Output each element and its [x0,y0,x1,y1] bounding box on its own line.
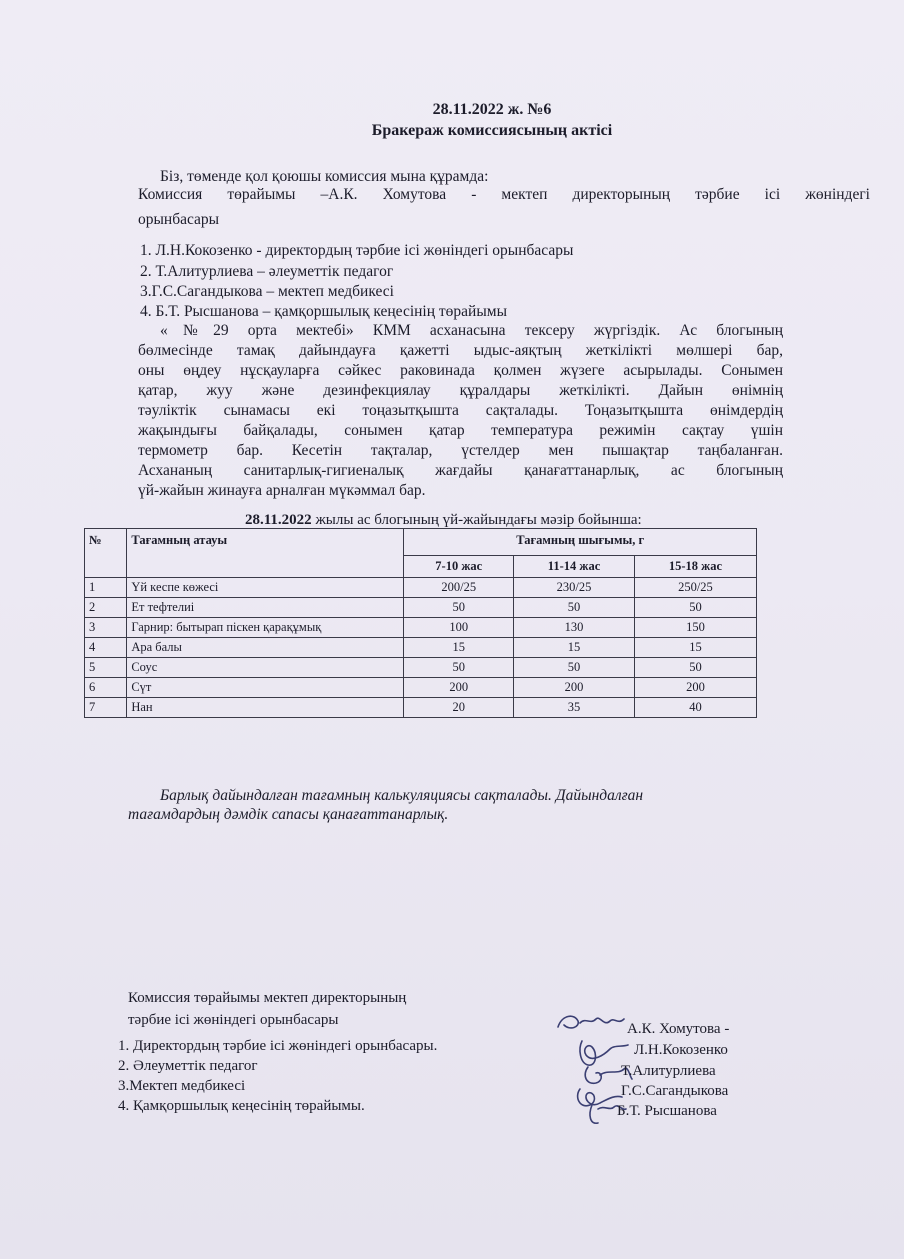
signature-role: 2. Әлеуметтік педагог [118,1058,258,1074]
cell-value: 15 [404,638,514,658]
menu-title-date: 28.11.2022 [245,512,312,528]
signature-role: Комиссия төрайымы мектеп директорының [128,990,407,1006]
paragraph-line: термометр бар. Кесетін тақталар, үстелдер мен пышақтар таңбаланған. [138,442,783,459]
cell-value: 200 [514,678,635,698]
cell-value: 50 [514,598,635,618]
cell-value: 150 [634,618,756,638]
col-header-name: Тағамның атауы [127,529,404,578]
paragraph-line: жақындығы байқалады, сонымен қатар температура режимін сақтау үшін [138,422,783,439]
cell-dish: Соус [127,658,404,678]
cell-value: 50 [514,658,635,678]
paragraph-line: бөлмесінде тамақ дайындауға қажетті ыдыс-аяқтың жеткілікті мөлшері бар, [138,342,783,359]
signature-name: А.К. Хомутова - [627,1021,730,1037]
cell-value: 200 [404,678,514,698]
act-date-number: 28.11.2022 ж. №6 [432,101,552,118]
cell-no: 1 [85,578,127,598]
menu-title [245,512,642,529]
menu-table [84,528,757,718]
chair-line-cont: орынбасары [138,211,220,228]
signature-name: Т.Алитурлиева [621,1063,716,1079]
table-row [85,698,757,718]
signature-role: 1. Директордың тәрбие ісі жөніндегі орынбасары. [118,1038,438,1054]
col-header-age: 15-18 жас [634,556,756,578]
table-row [85,598,757,618]
member-item: 1. Л.Н.Кокозенко - директордың тәрбие ісі жөніндегі орынбасары [140,242,574,259]
cell-value: 50 [634,598,756,618]
cell-dish: Нан [127,698,404,718]
cell-value: 15 [514,638,635,658]
cell-no: 4 [85,638,127,658]
cell-dish: Ара балы [127,638,404,658]
member-item: 2. Т.Алитурлиева – әлеуметтік педагог [140,263,394,280]
paragraph-line: тәуліктік сынамасы екі тоңазытқышта сақталады. Тоңазытқышта өнімдердің [138,402,783,419]
cell-value: 35 [514,698,635,718]
cell-value: 100 [404,618,514,638]
cell-no: 6 [85,678,127,698]
chair-line: Комиссия төрайымы –А.К. Хомутова - мектеп директорының тәрбие ісі жөніндегі [138,186,870,203]
table-row [85,658,757,678]
cell-value: 250/25 [634,578,756,598]
cell-no: 3 [85,618,127,638]
cell-dish: Үй кеспе көжесі [127,578,404,598]
signature-name: Г.С.Сагандыкова [621,1083,729,1099]
member-item: 4. Б.Т. Рысшанова – қамқоршылық кеңесінің төрайымы [140,303,507,320]
cell-value: 50 [634,658,756,678]
paragraph-line: оны өңдеу нұсқауларға сәйкес раковинада қолмен жүзеге асырылады. Сонымен [138,362,783,379]
cell-value: 15 [634,638,756,658]
cell-no: 5 [85,658,127,678]
cell-value: 20 [404,698,514,718]
paragraph-line: Асхананың санитарлық-гигиеналық жағдайы қанағаттанарлық, ас блогының [138,462,783,479]
cell-dish: Сүт [127,678,404,698]
paragraph-line: «№29 орта мектебі» КММ асханасына тексеру жүргіздік. Ас блогының [160,322,783,339]
col-header-age: 11-14 жас [514,556,635,578]
cell-dish: Гарнир: бытырап піскен қарақұмық [127,618,404,638]
table-row [85,578,757,598]
cell-value: 200 [634,678,756,698]
closing-line: Барлық дайындалған тағамның калькуляциясы сақталады. Дайындалған [160,787,644,804]
cell-value: 200/25 [404,578,514,598]
signature-name: Л.Н.Кокозенко [634,1042,728,1058]
closing-line: тағамдардың дәмдік сапасы қанағаттанарлық. [128,806,449,823]
cell-no: 2 [85,598,127,618]
cell-value: 130 [514,618,635,638]
signature-role: тәрбие ісі жөніндегі орынбасары [128,1012,339,1028]
cell-dish: Ет тефтелиі [127,598,404,618]
signature-role: 4. Қамқоршылық кеңесінің төрайымы. [118,1098,365,1114]
intro-line: Біз, төменде қол қоюшы комиссия мына құрамда: [160,168,489,185]
col-header-age: 7-10 жас [404,556,514,578]
cell-value: 50 [404,658,514,678]
paragraph-line: үй-жайын жинауға арналған мүкәммал бар. [138,482,426,499]
table-row [85,618,757,638]
signature-role: 3.Мектеп медбикесі [118,1078,246,1094]
act-title: Бракераж комиссиясының актісі [371,122,613,139]
cell-value: 40 [634,698,756,718]
col-header-output: Тағамның шығымы, г [404,529,757,556]
menu-title-text: жылы ас блогының үй-жайындағы мәзір бойынша: [311,512,642,528]
col-header-no: № [85,529,127,578]
cell-value: 50 [404,598,514,618]
cell-no: 7 [85,698,127,718]
table-row [85,678,757,698]
member-item: 3.Г.С.Сагандыкова – мектеп медбикесі [140,283,394,300]
signature-name: Б.Т. Рысшанова [617,1103,717,1119]
cell-value: 230/25 [514,578,635,598]
table-row [85,638,757,658]
paragraph-line: қатар, жуу және дезинфекциялау құралдары жеткілікті. Дайын өнімнің [138,382,783,399]
